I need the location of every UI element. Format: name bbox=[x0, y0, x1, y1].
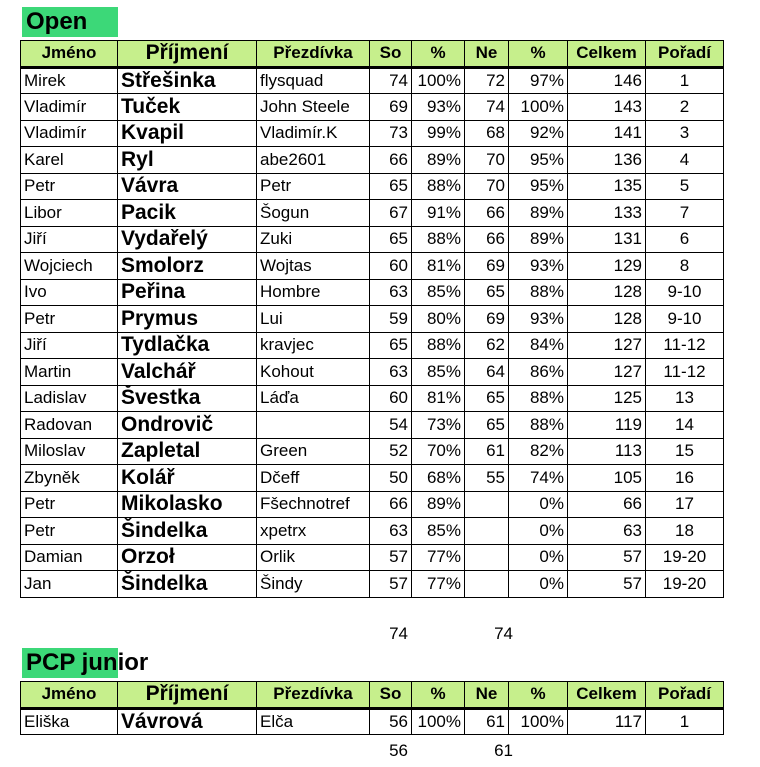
cell-ne: 61 bbox=[465, 438, 509, 465]
cell-celkem: 127 bbox=[568, 332, 646, 359]
cell-prezdivka: Elča bbox=[257, 708, 370, 735]
cell-jmeno: Petr bbox=[21, 306, 118, 333]
table-row bbox=[21, 518, 724, 545]
cell-so-pct: 88% bbox=[412, 226, 465, 253]
cell-prijmeni: Orzoł bbox=[118, 544, 257, 571]
cell-prijmeni: Střešinka bbox=[118, 67, 257, 94]
open-header-so-pct: % bbox=[412, 41, 465, 68]
table-row bbox=[21, 465, 724, 492]
table-row bbox=[21, 544, 724, 571]
cell-so-pct: 80% bbox=[412, 306, 465, 333]
cell-jmeno: Martin bbox=[21, 359, 118, 386]
cell-prijmeni: Kvapil bbox=[118, 120, 257, 147]
open-header-celkem: Celkem bbox=[568, 41, 646, 68]
cell-ne-pct: 88% bbox=[509, 412, 568, 439]
cell-ne: 72 bbox=[465, 67, 509, 94]
cell-prezdivka bbox=[257, 412, 370, 439]
table-row bbox=[21, 412, 724, 439]
cell-poradi: 15 bbox=[646, 438, 724, 465]
cell-poradi: 19-20 bbox=[646, 544, 724, 571]
cell-prezdivka: Láďa bbox=[257, 385, 370, 412]
cell-ne-pct: 89% bbox=[509, 200, 568, 227]
cell-jmeno: Libor bbox=[21, 200, 118, 227]
cell-ne-pct: 82% bbox=[509, 438, 568, 465]
cell-ne: 55 bbox=[465, 465, 509, 492]
cell-ne-pct: 100% bbox=[509, 708, 568, 735]
cell-ne: 65 bbox=[465, 412, 509, 439]
cell-celkem: 143 bbox=[568, 94, 646, 121]
cell-so: 66 bbox=[370, 147, 412, 174]
cell-so-pct: 70% bbox=[412, 438, 465, 465]
cell-prijmeni: Kolář bbox=[118, 465, 257, 492]
cell-jmeno: Ivo bbox=[21, 279, 118, 306]
cell-ne: 66 bbox=[465, 200, 509, 227]
cell-celkem: 105 bbox=[568, 465, 646, 492]
cell-so: 52 bbox=[370, 438, 412, 465]
cell-poradi: 4 bbox=[646, 147, 724, 174]
table-row bbox=[21, 438, 724, 465]
cell-poradi: 11-12 bbox=[646, 359, 724, 386]
cell-celkem: 113 bbox=[568, 438, 646, 465]
open-header-so: So bbox=[370, 41, 412, 68]
cell-celkem: 125 bbox=[568, 385, 646, 412]
cell-ne-pct: 74% bbox=[509, 465, 568, 492]
cell-ne: 69 bbox=[465, 253, 509, 280]
cell-so-pct: 85% bbox=[412, 359, 465, 386]
open-total-ne: 74 bbox=[494, 624, 513, 643]
junior-header-poradi: Pořadí bbox=[646, 682, 724, 709]
cell-poradi: 19-20 bbox=[646, 571, 724, 598]
cell-ne: 61 bbox=[465, 708, 509, 735]
cell-poradi: 9-10 bbox=[646, 279, 724, 306]
cell-ne bbox=[465, 518, 509, 545]
cell-jmeno: Wojciech bbox=[21, 253, 118, 280]
cell-so-pct: 81% bbox=[412, 253, 465, 280]
table-row bbox=[21, 173, 724, 200]
cell-jmeno: Jiří bbox=[21, 332, 118, 359]
cell-prezdivka: abe2601 bbox=[257, 147, 370, 174]
table-row bbox=[21, 571, 724, 598]
cell-jmeno: Zbyněk bbox=[21, 465, 118, 492]
cell-prijmeni: Prymus bbox=[118, 306, 257, 333]
cell-ne-pct: 88% bbox=[509, 279, 568, 306]
cell-celkem: 146 bbox=[568, 67, 646, 94]
cell-prijmeni: Šindelka bbox=[118, 571, 257, 598]
cell-ne-pct: 88% bbox=[509, 385, 568, 412]
cell-ne bbox=[465, 491, 509, 518]
cell-so: 60 bbox=[370, 253, 412, 280]
cell-ne-pct: 86% bbox=[509, 359, 568, 386]
cell-so-pct: 100% bbox=[412, 67, 465, 94]
cell-celkem: 57 bbox=[568, 544, 646, 571]
cell-prijmeni: Ryl bbox=[118, 147, 257, 174]
open-header-prijmeni: Příjmení bbox=[118, 41, 257, 68]
cell-ne: 64 bbox=[465, 359, 509, 386]
cell-celkem: 66 bbox=[568, 491, 646, 518]
cell-prijmeni: Tydlačka bbox=[118, 332, 257, 359]
cell-celkem: 135 bbox=[568, 173, 646, 200]
cell-so: 65 bbox=[370, 173, 412, 200]
cell-jmeno: Ladislav bbox=[21, 385, 118, 412]
cell-so-pct: 81% bbox=[412, 385, 465, 412]
cell-prezdivka: Šogun bbox=[257, 200, 370, 227]
cell-so: 56 bbox=[370, 708, 412, 735]
open-header-prezdivka: Přezdívka bbox=[257, 41, 370, 68]
open-header-jmeno: Jméno bbox=[21, 41, 118, 68]
cell-ne-pct: 95% bbox=[509, 147, 568, 174]
cell-so: 65 bbox=[370, 332, 412, 359]
cell-prezdivka: xpetrx bbox=[257, 518, 370, 545]
cell-prezdivka: Vladimír.K bbox=[257, 120, 370, 147]
cell-so: 65 bbox=[370, 226, 412, 253]
cell-ne-pct: 97% bbox=[509, 67, 568, 94]
open-header-ne: Ne bbox=[465, 41, 509, 68]
cell-celkem: 129 bbox=[568, 253, 646, 280]
cell-so-pct: 93% bbox=[412, 94, 465, 121]
cell-celkem: 57 bbox=[568, 571, 646, 598]
cell-ne-pct: 89% bbox=[509, 226, 568, 253]
cell-so: 50 bbox=[370, 465, 412, 492]
cell-so-pct: 88% bbox=[412, 173, 465, 200]
cell-ne-pct: 93% bbox=[509, 306, 568, 333]
cell-ne-pct: 93% bbox=[509, 253, 568, 280]
cell-so-pct: 77% bbox=[412, 571, 465, 598]
open-header-ne-pct: % bbox=[509, 41, 568, 68]
cell-celkem: 141 bbox=[568, 120, 646, 147]
cell-prijmeni: Švestka bbox=[118, 385, 257, 412]
cell-prijmeni: Pacik bbox=[118, 200, 257, 227]
junior-header-jmeno: Jméno bbox=[21, 682, 118, 709]
cell-so-pct: 68% bbox=[412, 465, 465, 492]
open-title-text: Open bbox=[26, 8, 88, 35]
table-row bbox=[21, 226, 724, 253]
open-results-table bbox=[20, 40, 724, 598]
cell-poradi: 11-12 bbox=[646, 332, 724, 359]
cell-so-pct: 99% bbox=[412, 120, 465, 147]
cell-so-pct: 88% bbox=[412, 332, 465, 359]
cell-jmeno: Petr bbox=[21, 518, 118, 545]
cell-so: 57 bbox=[370, 544, 412, 571]
open-table-body bbox=[21, 67, 724, 597]
cell-prezdivka: Fšechnotref bbox=[257, 491, 370, 518]
cell-prezdivka: Green bbox=[257, 438, 370, 465]
junior-header-celkem: Celkem bbox=[568, 682, 646, 709]
cell-celkem: 133 bbox=[568, 200, 646, 227]
cell-so-pct: 89% bbox=[412, 491, 465, 518]
cell-ne-pct: 95% bbox=[509, 173, 568, 200]
table-row bbox=[21, 359, 724, 386]
cell-celkem: 136 bbox=[568, 147, 646, 174]
cell-poradi: 14 bbox=[646, 412, 724, 439]
cell-so: 60 bbox=[370, 385, 412, 412]
cell-prijmeni: Vávrová bbox=[118, 708, 257, 735]
cell-so-pct: 73% bbox=[412, 412, 465, 439]
table-row bbox=[21, 120, 724, 147]
cell-jmeno: Jiří bbox=[21, 226, 118, 253]
cell-poradi: 2 bbox=[646, 94, 724, 121]
cell-ne-pct: 100% bbox=[509, 94, 568, 121]
table-row bbox=[21, 253, 724, 280]
cell-ne: 70 bbox=[465, 173, 509, 200]
open-header-row bbox=[21, 41, 724, 68]
cell-prezdivka: Šindy bbox=[257, 571, 370, 598]
cell-ne-pct: 0% bbox=[509, 571, 568, 598]
cell-jmeno: Miloslav bbox=[21, 438, 118, 465]
cell-so: 59 bbox=[370, 306, 412, 333]
cell-prezdivka: Orlik bbox=[257, 544, 370, 571]
cell-so: 54 bbox=[370, 412, 412, 439]
junior-header-prijmeni: Příjmení bbox=[118, 682, 257, 709]
cell-ne: 65 bbox=[465, 385, 509, 412]
cell-jmeno: Radovan bbox=[21, 412, 118, 439]
cell-celkem: 117 bbox=[568, 708, 646, 735]
junior-header-so: So bbox=[370, 682, 412, 709]
cell-ne-pct: 0% bbox=[509, 491, 568, 518]
cell-celkem: 127 bbox=[568, 359, 646, 386]
cell-prijmeni: Zapletal bbox=[118, 438, 257, 465]
cell-jmeno: Eliška bbox=[21, 708, 118, 735]
cell-celkem: 119 bbox=[568, 412, 646, 439]
cell-so-pct: 85% bbox=[412, 518, 465, 545]
table-row bbox=[21, 708, 724, 735]
cell-prezdivka: kravjec bbox=[257, 332, 370, 359]
cell-poradi: 1 bbox=[646, 67, 724, 94]
cell-prijmeni: Vydařelý bbox=[118, 226, 257, 253]
cell-ne: 68 bbox=[465, 120, 509, 147]
junior-header-prezdivka: Přezdívka bbox=[257, 682, 370, 709]
junior-header-ne: Ne bbox=[465, 682, 509, 709]
cell-jmeno: Jan bbox=[21, 571, 118, 598]
cell-prezdivka: Petr bbox=[257, 173, 370, 200]
open-total-so: 74 bbox=[389, 624, 408, 643]
junior-header-ne-pct: % bbox=[509, 682, 568, 709]
cell-ne-pct: 0% bbox=[509, 544, 568, 571]
cell-poradi: 13 bbox=[646, 385, 724, 412]
cell-poradi: 7 bbox=[646, 200, 724, 227]
cell-so: 63 bbox=[370, 279, 412, 306]
cell-jmeno: Vladimír bbox=[21, 120, 118, 147]
cell-so: 63 bbox=[370, 359, 412, 386]
cell-prijmeni: Peřina bbox=[118, 279, 257, 306]
cell-so: 63 bbox=[370, 518, 412, 545]
table-row bbox=[21, 147, 724, 174]
cell-poradi: 1 bbox=[646, 708, 724, 735]
junior-totals bbox=[0, 739, 760, 763]
cell-jmeno: Damian bbox=[21, 544, 118, 571]
cell-jmeno: Petr bbox=[21, 491, 118, 518]
junior-title-text: PCP junior bbox=[26, 649, 149, 676]
cell-jmeno: Petr bbox=[21, 173, 118, 200]
cell-so-pct: 85% bbox=[412, 279, 465, 306]
table-row bbox=[21, 94, 724, 121]
cell-poradi: 6 bbox=[646, 226, 724, 253]
cell-poradi: 18 bbox=[646, 518, 724, 545]
cell-prijmeni: Tuček bbox=[118, 94, 257, 121]
cell-jmeno: Karel bbox=[21, 147, 118, 174]
cell-prezdivka: Kohout bbox=[257, 359, 370, 386]
cell-prezdivka: Hombre bbox=[257, 279, 370, 306]
cell-prezdivka: Lui bbox=[257, 306, 370, 333]
cell-jmeno: Vladimír bbox=[21, 94, 118, 121]
cell-prijmeni: Valchář bbox=[118, 359, 257, 386]
cell-poradi: 5 bbox=[646, 173, 724, 200]
junior-table-body bbox=[21, 708, 724, 735]
cell-so: 66 bbox=[370, 491, 412, 518]
cell-ne: 70 bbox=[465, 147, 509, 174]
cell-prezdivka: John Steele bbox=[257, 94, 370, 121]
cell-so-pct: 100% bbox=[412, 708, 465, 735]
table-row bbox=[21, 67, 724, 94]
cell-ne-pct: 84% bbox=[509, 332, 568, 359]
open-section-title bbox=[22, 7, 118, 37]
cell-ne-pct: 0% bbox=[509, 518, 568, 545]
open-header-poradi: Pořadí bbox=[646, 41, 724, 68]
cell-celkem: 63 bbox=[568, 518, 646, 545]
cell-ne-pct: 92% bbox=[509, 120, 568, 147]
table-row bbox=[21, 385, 724, 412]
table-row bbox=[21, 279, 724, 306]
cell-prijmeni: Smolorz bbox=[118, 253, 257, 280]
cell-poradi: 8 bbox=[646, 253, 724, 280]
open-totals bbox=[0, 622, 760, 646]
cell-ne: 69 bbox=[465, 306, 509, 333]
cell-poradi: 17 bbox=[646, 491, 724, 518]
cell-so: 69 bbox=[370, 94, 412, 121]
cell-so: 67 bbox=[370, 200, 412, 227]
junior-total-ne: 61 bbox=[494, 741, 513, 760]
cell-poradi: 16 bbox=[646, 465, 724, 492]
cell-celkem: 131 bbox=[568, 226, 646, 253]
cell-poradi: 9-10 bbox=[646, 306, 724, 333]
cell-so: 57 bbox=[370, 571, 412, 598]
cell-ne bbox=[465, 571, 509, 598]
cell-ne: 62 bbox=[465, 332, 509, 359]
cell-prezdivka: Zuki bbox=[257, 226, 370, 253]
cell-so-pct: 89% bbox=[412, 147, 465, 174]
cell-poradi: 3 bbox=[646, 120, 724, 147]
cell-so: 73 bbox=[370, 120, 412, 147]
cell-ne: 74 bbox=[465, 94, 509, 121]
cell-so-pct: 91% bbox=[412, 200, 465, 227]
cell-prijmeni: Vávra bbox=[118, 173, 257, 200]
cell-ne bbox=[465, 544, 509, 571]
junior-total-so: 56 bbox=[389, 741, 408, 760]
junior-header-so-pct: % bbox=[412, 682, 465, 709]
junior-header-row bbox=[21, 682, 724, 709]
cell-so-pct: 77% bbox=[412, 544, 465, 571]
cell-prijmeni: Mikolasko bbox=[118, 491, 257, 518]
cell-prijmeni: Šindelka bbox=[118, 518, 257, 545]
cell-prezdivka: flysquad bbox=[257, 67, 370, 94]
cell-prezdivka: Dčeff bbox=[257, 465, 370, 492]
cell-ne: 65 bbox=[465, 279, 509, 306]
cell-jmeno: Mirek bbox=[21, 67, 118, 94]
table-row bbox=[21, 306, 724, 333]
junior-section-title bbox=[22, 648, 149, 678]
table-row bbox=[21, 332, 724, 359]
cell-so: 74 bbox=[370, 67, 412, 94]
cell-celkem: 128 bbox=[568, 306, 646, 333]
table-row bbox=[21, 491, 724, 518]
junior-results-table bbox=[20, 681, 724, 735]
cell-ne: 66 bbox=[465, 226, 509, 253]
table-row bbox=[21, 200, 724, 227]
cell-prijmeni: Ondrovič bbox=[118, 412, 257, 439]
cell-celkem: 128 bbox=[568, 279, 646, 306]
cell-prezdivka: Wojtas bbox=[257, 253, 370, 280]
